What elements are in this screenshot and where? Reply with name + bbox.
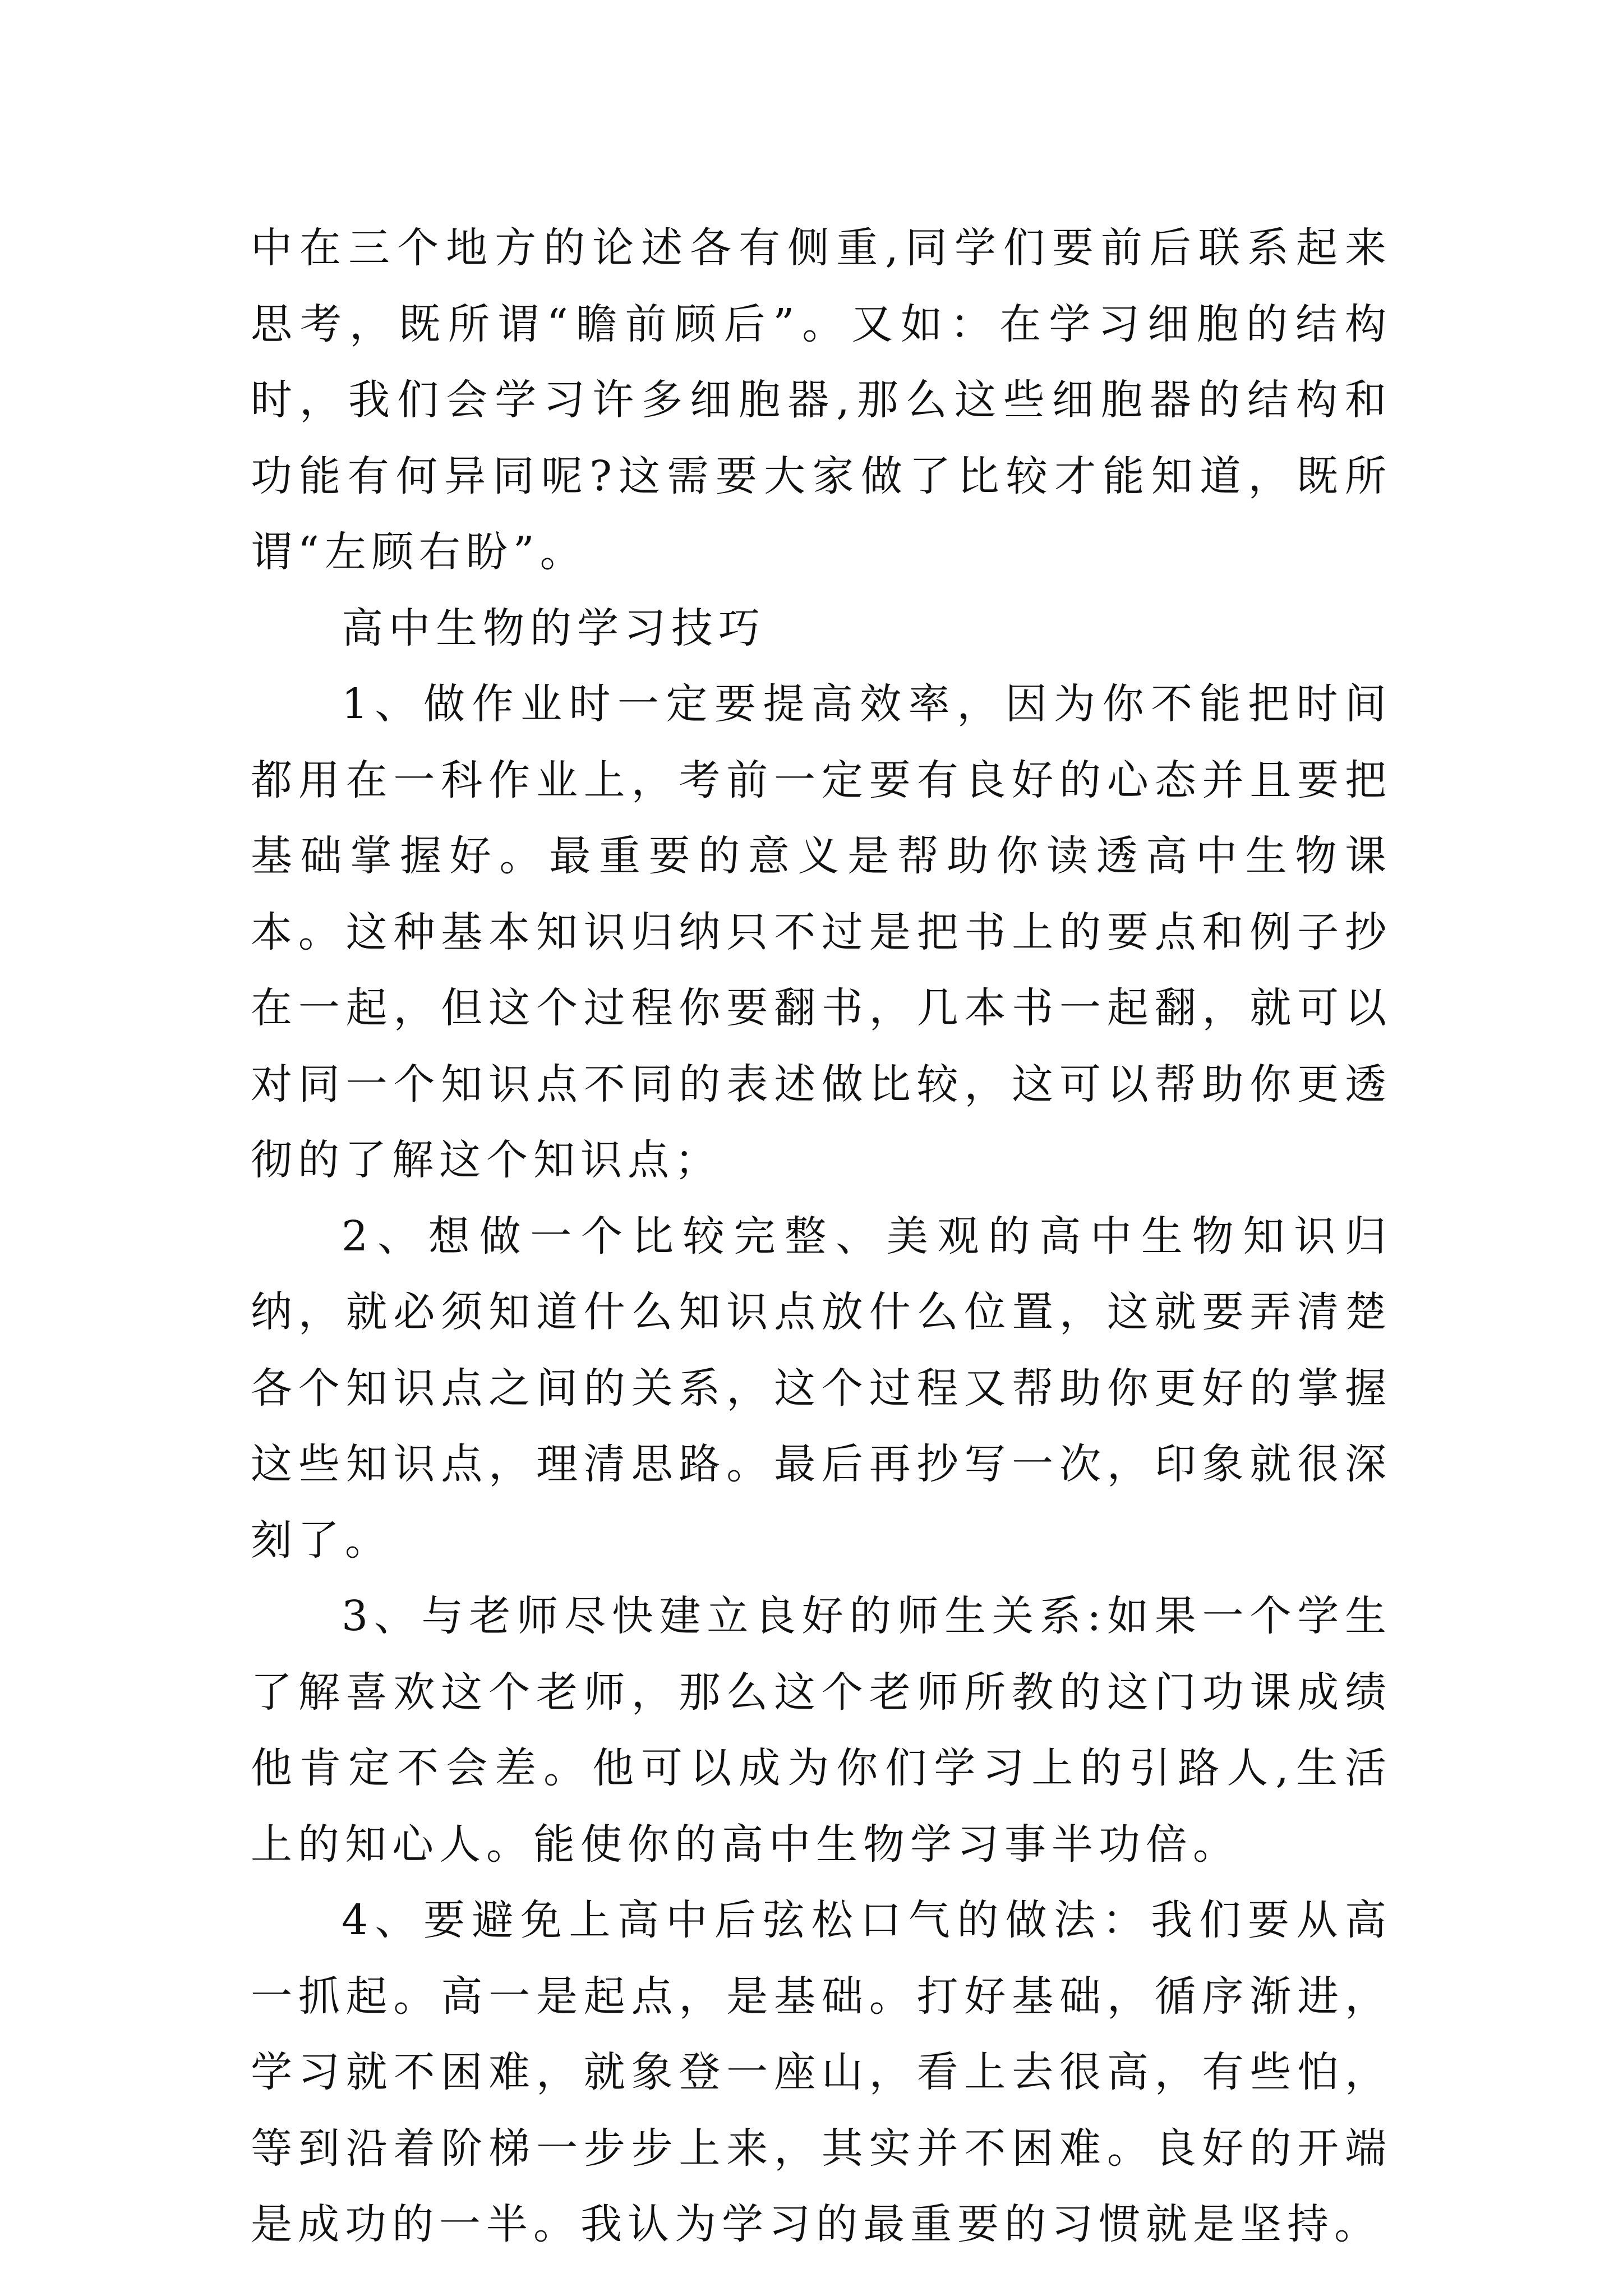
paragraph-tip-4: 4、要避免上高中后弦松口气的做法：我们要从高一抓起。高一是起点，是基础。打好基础，循序渐进，学习就不困难，就象登一座山，看上去很高，有些怕，等到沿着阶梯一步步上来，其实并不困难。良好的开端是成功的一半。我认为学习的最重要的习惯就是坚持。 xyxy=(251,1896,1392,2248)
section-heading: 高中生物的学习技巧 xyxy=(342,604,766,652)
paragraph-tip-1: 1、做作业时一定要提高效率，因为你不能把时间都用在一科作业上，考前一定要有良好的心态并且要把基础掌握好。最重要的意义是帮助你读透高中生物课本。这种基本知识归纳只不过是把书上的要点和例子抄在一起，但这个过程你要翻书，几本书一起翻，就可以对同一个知识点不同的表述做比较，这可以帮助你更透彻的了解这个知识点； xyxy=(251,680,1392,1184)
paragraph-tip-2: 2、想做一个比较完整、美观的高中生物知识归纳，就必须知道什么知识点放什么位置，这就要弄清楚各个知识点之间的关系，这个过程又帮助你更好的掌握这些知识点，理清思路。最后再抄写一次，印象就很深刻了。 xyxy=(251,1212,1392,1565)
paragraph-continuation: 中在三个地方的论述各有侧重,同学们要前后联系起来思考，既所谓“瞻前顾后”。又如：在学习细胞的结构时，我们会学习许多细胞器,那么这些细胞器的结构和功能有何异同呢?这需要大家做了比较才能知道，既所谓“左顾右盼”。 xyxy=(251,224,1392,576)
paragraph-tip-3: 3、与老师尽快建立良好的师生关系:如果一个学生了解喜欢这个老师，那么这个老师所教的这门功课成绩他肯定不会差。他可以成为你们学习上的引路人,生活上的知心人。能使你的高中生物学习事半功倍。 xyxy=(251,1592,1392,1869)
document-body xyxy=(251,210,1392,2263)
